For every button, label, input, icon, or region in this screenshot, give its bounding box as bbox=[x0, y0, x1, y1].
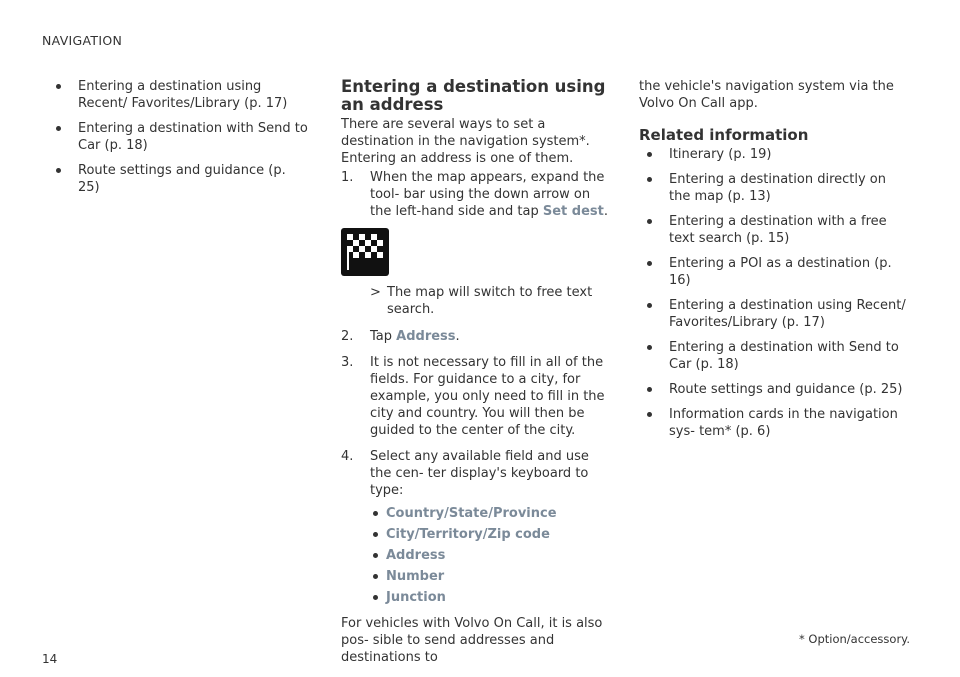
step-number: 1. bbox=[341, 170, 354, 185]
result-arrow: > bbox=[370, 285, 381, 300]
column-left bbox=[48, 78, 310, 204]
step-text: It is not necessary to fill in all of the fields. For guidance to a city, for example, you only need to fill in the city and country. You will then be guided to the center of the city. bbox=[370, 355, 605, 438]
field-number: Number bbox=[370, 568, 611, 585]
related-link[interactable]: Entering a destination using Recent/ Favorites/Library (p. 17) bbox=[639, 297, 909, 331]
step-prefix: Tap bbox=[370, 329, 393, 344]
step-3 bbox=[341, 354, 611, 439]
related-list bbox=[639, 146, 909, 440]
section-header: NAVIGATION bbox=[42, 33, 123, 48]
related-link[interactable]: Entering a destination directly on the map (p. 13) bbox=[639, 171, 909, 205]
set-dest-label: Set dest bbox=[542, 204, 604, 219]
intro-paragraph: There are several ways to set a destination in the navigation system*. Entering an address is one of them. bbox=[341, 117, 590, 166]
step-2 bbox=[341, 328, 611, 345]
step-4 bbox=[341, 448, 611, 606]
page-number: 14 bbox=[42, 652, 58, 666]
field-list bbox=[370, 505, 611, 606]
field-address: Address bbox=[370, 547, 611, 564]
related-link[interactable]: Entering a POI as a destination (p. 16) bbox=[639, 255, 909, 289]
related-link[interactable]: Entering a destination with a free text search (p. 15) bbox=[639, 213, 909, 247]
column-middle bbox=[341, 78, 611, 666]
step-suffix: . bbox=[455, 329, 460, 344]
step-number: 4. bbox=[341, 449, 354, 464]
step-number: 3. bbox=[341, 355, 354, 370]
steps-list bbox=[341, 169, 611, 606]
field-junction: Junction bbox=[370, 589, 611, 606]
section-heading: Entering a destination using an address bbox=[341, 77, 606, 114]
step-number: 2. bbox=[341, 329, 354, 344]
step-1 bbox=[341, 169, 611, 318]
related-heading: Related information bbox=[639, 126, 809, 144]
field-city: City/Territory/Zip code bbox=[370, 526, 611, 543]
continuation-paragraph: the vehicle's navigation system via the Volvo On Call app. bbox=[639, 79, 894, 111]
related-link[interactable]: Itinerary (p. 19) bbox=[639, 146, 909, 163]
bullet-list bbox=[48, 78, 310, 196]
address-label: Address bbox=[396, 329, 456, 344]
step-text: When the map appears, expand the tool- bar using the down arrow on the left-hand side and tap bbox=[370, 170, 605, 219]
column-right bbox=[639, 78, 909, 448]
step-suffix: . bbox=[603, 204, 608, 219]
related-link[interactable]: Route settings and guidance (p. 25) bbox=[639, 381, 909, 398]
result-text: The map will switch to free text search. bbox=[387, 285, 593, 317]
step-text: Select any available field and use the cen- ter display's keyboard to type: bbox=[370, 449, 589, 498]
field-country: Country/State/Province bbox=[370, 505, 611, 522]
list-item: Route settings and guidance (p. 25) bbox=[48, 162, 310, 196]
step-result bbox=[370, 284, 611, 318]
list-item: Entering a destination with Send to Car (p. 18) bbox=[48, 120, 310, 154]
related-link[interactable]: Entering a destination with Send to Car (p. 18) bbox=[639, 339, 909, 373]
closing-paragraph: For vehicles with Volvo On Call, it is also pos- sible to send addresses and destinations to bbox=[341, 616, 603, 665]
footnote: * Option/accessory. bbox=[799, 632, 910, 646]
checkered-flag-icon bbox=[341, 228, 389, 276]
related-link[interactable]: Information cards in the navigation sys- tem* (p. 6) bbox=[639, 406, 909, 440]
list-item: Entering a destination using Recent/ Favorites/Library (p. 17) bbox=[48, 78, 310, 112]
